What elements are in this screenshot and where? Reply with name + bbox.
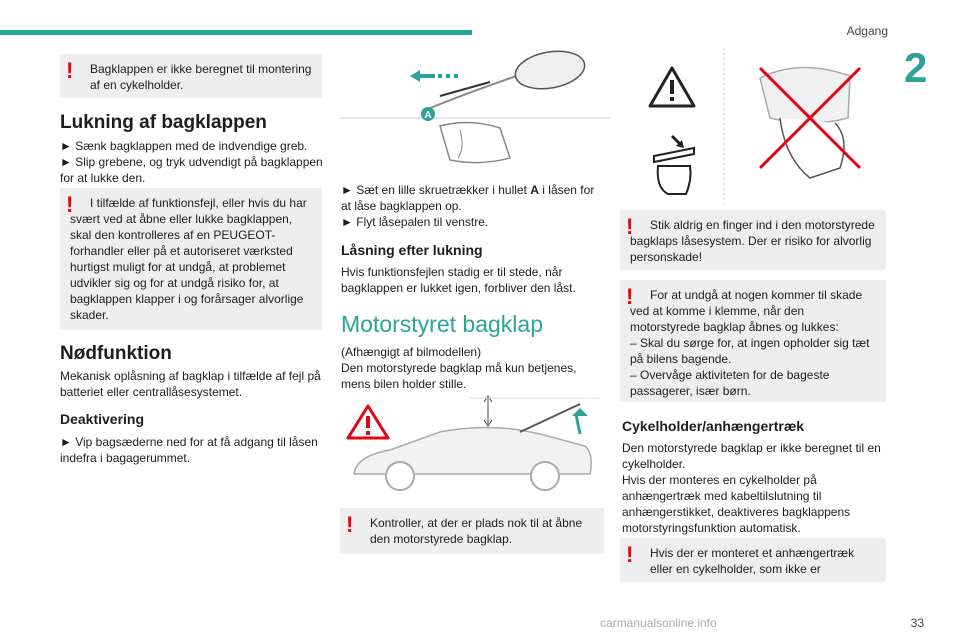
warning-icon: !: [626, 284, 634, 309]
heading-bike-carrier: Cykelholder/anhængertræk: [622, 418, 805, 434]
deactivation-text: ► Vip bagsæderne ned for at få adgang til låsen indefra i bagagerummet.: [60, 435, 318, 465]
section-title: Adgang: [846, 24, 888, 38]
step-text: i låsen for at låse bagklappen op.: [341, 183, 595, 213]
locking-text: Hvis funktionsfejlen stadig er til stede, når bagklappen er lukket igen, forbliver den låst.: [341, 265, 576, 295]
unlock-step-1: [341, 182, 605, 214]
motorised-text: (Afhængigt af bilmodellen) Den motorstyrede bagklap må kun betjenes, mens bilen holder stille.: [341, 345, 577, 391]
note-text: I tilfælde af funktionsfejl, eller hvis du har svært ved at åbne eller lukke bagklappen, skal den kontrolleres af en PEUGEOT-forhandler eller på et autoriseret værksted hurtigst muligt for at undgå, at problemet udvikler sig og for at undgå risiko for, at bagklappen klapper i og forårsager alvorlige skader.: [70, 196, 307, 322]
warning-note: [340, 508, 604, 554]
warning-icon: !: [66, 58, 74, 83]
warning-note: [620, 280, 886, 402]
closing-steps: [60, 138, 324, 186]
warning-icon: !: [626, 214, 634, 239]
note-text: Bagklappen er ikke beregnet til montering af en cykelholder.: [90, 62, 312, 92]
closing-step-2: ► Slip grebene, og tryk udvendigt på bagklappen for at lukke den.: [60, 155, 323, 185]
step-bold: A: [530, 183, 539, 197]
label-a: A: [424, 110, 432, 121]
warning-icon: !: [66, 192, 74, 217]
lock-screwdriver-illustration: [340, 48, 610, 172]
note-text: Hvis der er monteret et anhængertræk eller en cykelholder, som ikke er: [650, 546, 855, 576]
chapter-number: 2: [904, 44, 928, 91]
closing-step-1: ► Sænk bagklappen med de indvendige greb.: [60, 139, 308, 153]
page-number: 33: [910, 616, 924, 630]
heading-locking: Låsning efter lukning: [341, 242, 483, 258]
note-text: Stik aldrig en finger ind i den motorstyrede bagklaps låsesystem. Der er risiko for alvorlig personskade!: [630, 218, 875, 264]
warning-icon: !: [346, 512, 354, 537]
heading-motorised: Motorstyret bagklap: [341, 311, 543, 337]
warning-icon: !: [626, 542, 634, 567]
car-clearance-illustration: [340, 394, 604, 498]
watermark: carmanualsonline.info: [600, 616, 717, 630]
header-accent-bar: [0, 30, 472, 35]
heading-closing: Lukning af bagklappen: [60, 112, 267, 133]
warning-note: [60, 188, 322, 330]
heading-deactivation: Deaktivering: [60, 411, 145, 427]
note-text: – Overvåge aktiviteten for de bageste passagerer, især børn.: [630, 368, 830, 398]
unlock-step-2: ► Flyt låsepalen til venstre.: [341, 215, 489, 229]
unlock-steps: [341, 182, 605, 230]
note-text: For at undgå at nogen kommer til skade ved at komme i klemme, når den motorstyrede bagklap åbnes og lukkes:: [630, 288, 863, 334]
warning-note: [60, 54, 322, 98]
step-text: ► Sæt en lille skruetrækker i hullet: [341, 183, 531, 197]
emergency-text: Mekanisk oplåsning af bagklap i tilfælde af fejl på batteriet eller centrallåsesystemet.: [60, 369, 321, 399]
finger-pinch-warning-illustration: [620, 48, 886, 208]
note-text: Kontroller, at der er plads nok til at åbne den motorstyrede bagklap.: [370, 516, 583, 546]
warning-note: [620, 210, 886, 270]
note-text: – Skal du sørge for, at ingen opholder sig tæt på bilens bagende.: [630, 336, 870, 366]
warning-note: [620, 538, 886, 582]
heading-emergency: Nødfunktion: [60, 343, 172, 364]
bike-carrier-text: Den motorstyrede bagklap er ikke beregnet til en cykelholder. Hvis der monteres en cykelholder på anhængertræk med kabeltilslutning til anhængerstikket, deaktiveres bagklappens motorstyringsfunktion automatisk.: [622, 441, 881, 535]
